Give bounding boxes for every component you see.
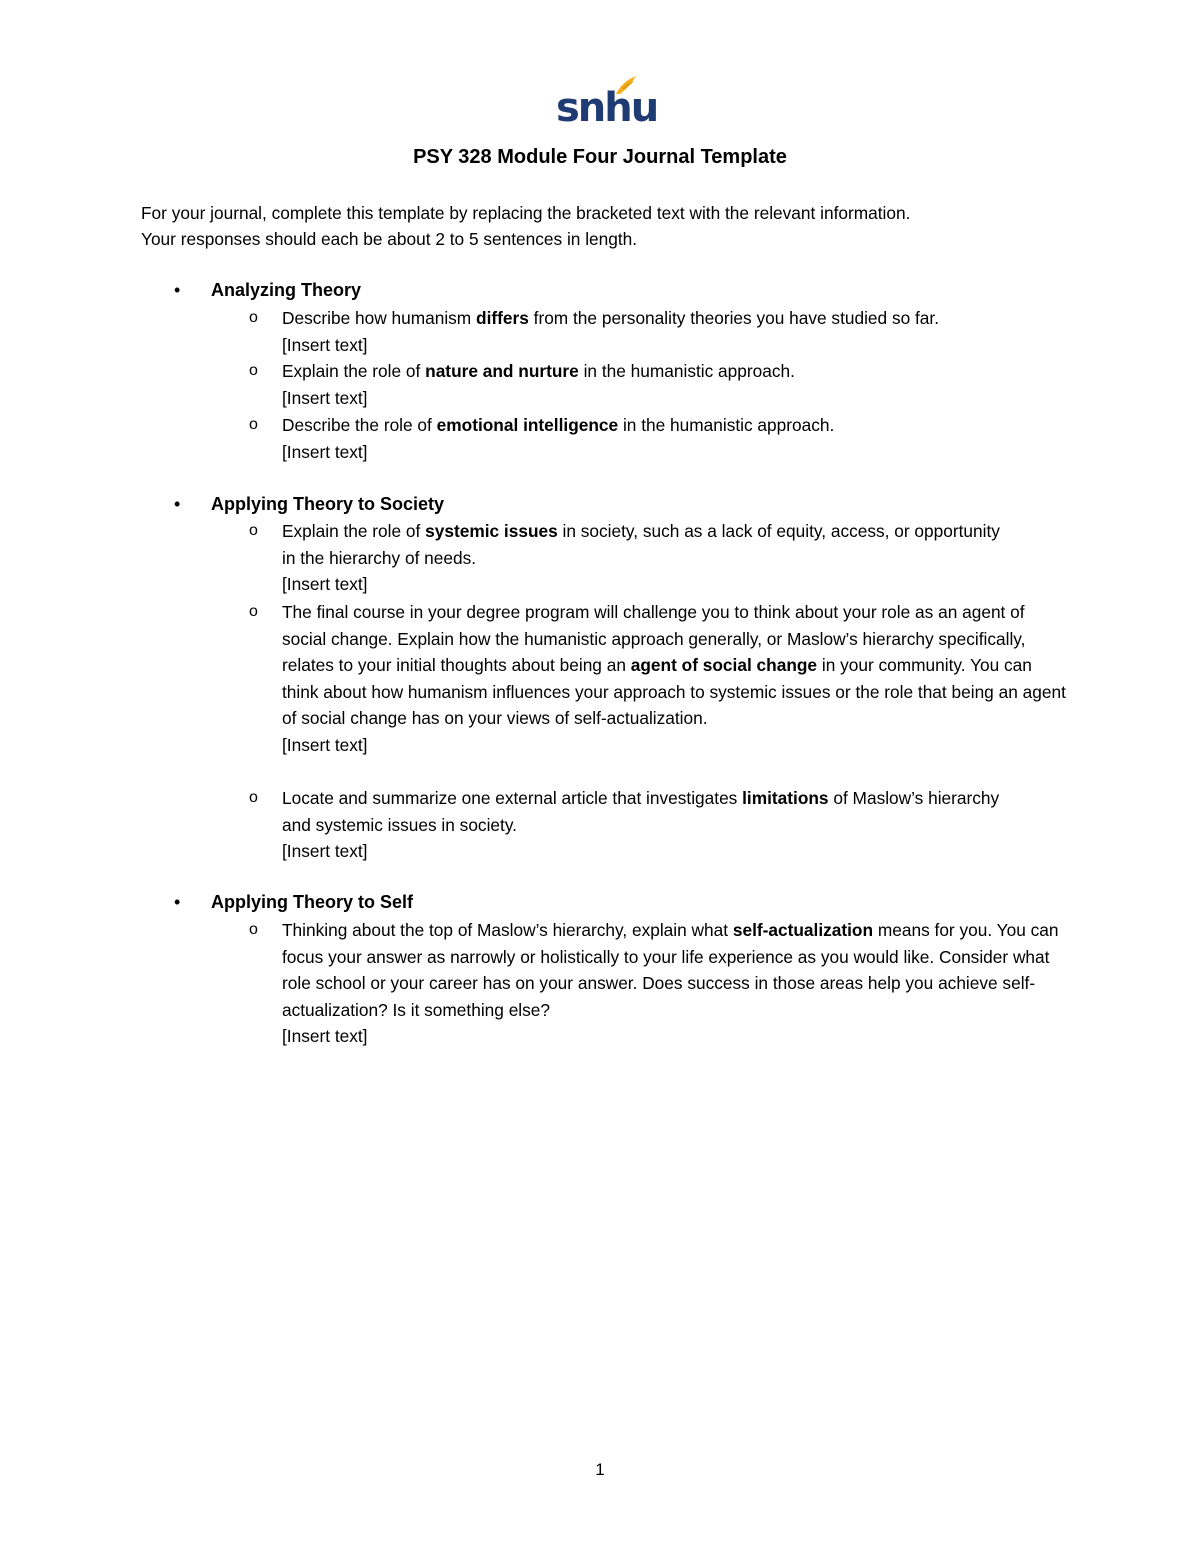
prompt-text: Locate and summarize one external article that investigates (282, 788, 743, 808)
insert-text-placeholder[interactable]: [Insert text] (282, 734, 368, 755)
prompt-text: in the humanistic approach. (578, 361, 795, 381)
bullet-marker: • (174, 280, 181, 300)
sub-bullet-marker: o (249, 309, 258, 326)
sub-bullet-marker: o (249, 416, 258, 433)
prompt-keyword: systemic issues (425, 521, 558, 541)
list-item-text (282, 599, 1067, 759)
logo-text: snhu (556, 85, 658, 131)
section-title: Applying Theory to Society (211, 494, 445, 514)
prompt-text: The final course in your degree program will challenge you to think about your role as an agent of social change. Explain how the humanistic approach generally, or Maslow’s hierarchy specifically, relates to your initial thoughts about being an (282, 602, 1026, 676)
prompt-keyword: nature and nurture (425, 361, 579, 381)
sub-bullet-marker: o (249, 921, 258, 938)
list-item-text (282, 785, 1032, 865)
insert-text-placeholder[interactable]: [Insert text] (282, 841, 368, 862)
page-number: 1 (595, 1460, 605, 1479)
list-item-text (282, 412, 1072, 465)
prompt-text: Describe how humanism (282, 308, 477, 328)
insert-text-placeholder[interactable]: [Insert text] (282, 387, 368, 408)
prompt-text: Thinking about the top of Maslow’s hierarchy, explain what (282, 920, 733, 940)
list-item-text (282, 518, 1002, 598)
prompt-text: in the humanistic approach. (618, 415, 835, 435)
insert-text-placeholder[interactable]: [Insert text] (282, 441, 368, 462)
prompt-text: of Maslow’s hierarchy and systemic issues in society. (282, 788, 1000, 835)
page-title: PSY 328 Module Four Journal Template (413, 146, 787, 168)
insert-text-placeholder[interactable]: [Insert text] (282, 1026, 368, 1047)
prompt-text: from the personality theories you have studied so far. (528, 308, 940, 328)
sub-bullet-marker: o (249, 362, 258, 379)
prompt-keyword: differs (476, 308, 529, 328)
sub-bullet-marker: o (249, 603, 258, 620)
bullet-marker: • (174, 892, 181, 912)
intro-line-1: For your journal, complete this template by replacing the bracketed text with the relevant information. (141, 203, 911, 223)
section-title: Analyzing Theory (211, 280, 362, 300)
prompt-keyword: agent of social change (630, 655, 818, 676)
sub-bullet-marker: o (249, 789, 258, 806)
prompt-text: Explain the role of (282, 361, 426, 381)
list-item-text (282, 358, 1072, 411)
snhu-logo (556, 74, 658, 132)
prompt-text: Explain the role of (282, 521, 426, 541)
prompt-text: means for you. You can focus your answer as narrowly or holistically to your life experience as you would like. Consider what role school or your career has on your answer. Does success in those areas help you achieve self-actualization? Is it something else? (282, 920, 1059, 1020)
prompt-text: in society, such as a lack of equity, access, or opportunity in the hierarchy of needs. (282, 521, 1000, 568)
intro-paragraph (141, 200, 1081, 252)
flame-icon (614, 74, 638, 96)
section-title: Applying Theory to Self (211, 892, 414, 912)
bullet-marker: • (174, 494, 181, 514)
sub-bullet-marker: o (249, 522, 258, 539)
insert-text-placeholder[interactable]: [Insert text] (282, 574, 368, 595)
insert-text-placeholder[interactable]: [Insert text] (282, 334, 368, 355)
list-item-text (282, 305, 1072, 358)
prompt-keyword: limitations (742, 788, 829, 808)
prompt-text: in your community. You can think about how humanism influences your approach to systemic issues or the role that being an agent of social change has on your views of self-actualization. (282, 655, 1066, 729)
list-item-text (282, 917, 1062, 1050)
prompt-keyword: emotional intelligence (436, 415, 619, 435)
prompt-keyword: self-actualization (732, 920, 874, 940)
intro-line-2: Your responses should each be about 2 to 5 sentences in length. (141, 229, 638, 249)
prompt-text: Describe the role of (282, 415, 437, 435)
